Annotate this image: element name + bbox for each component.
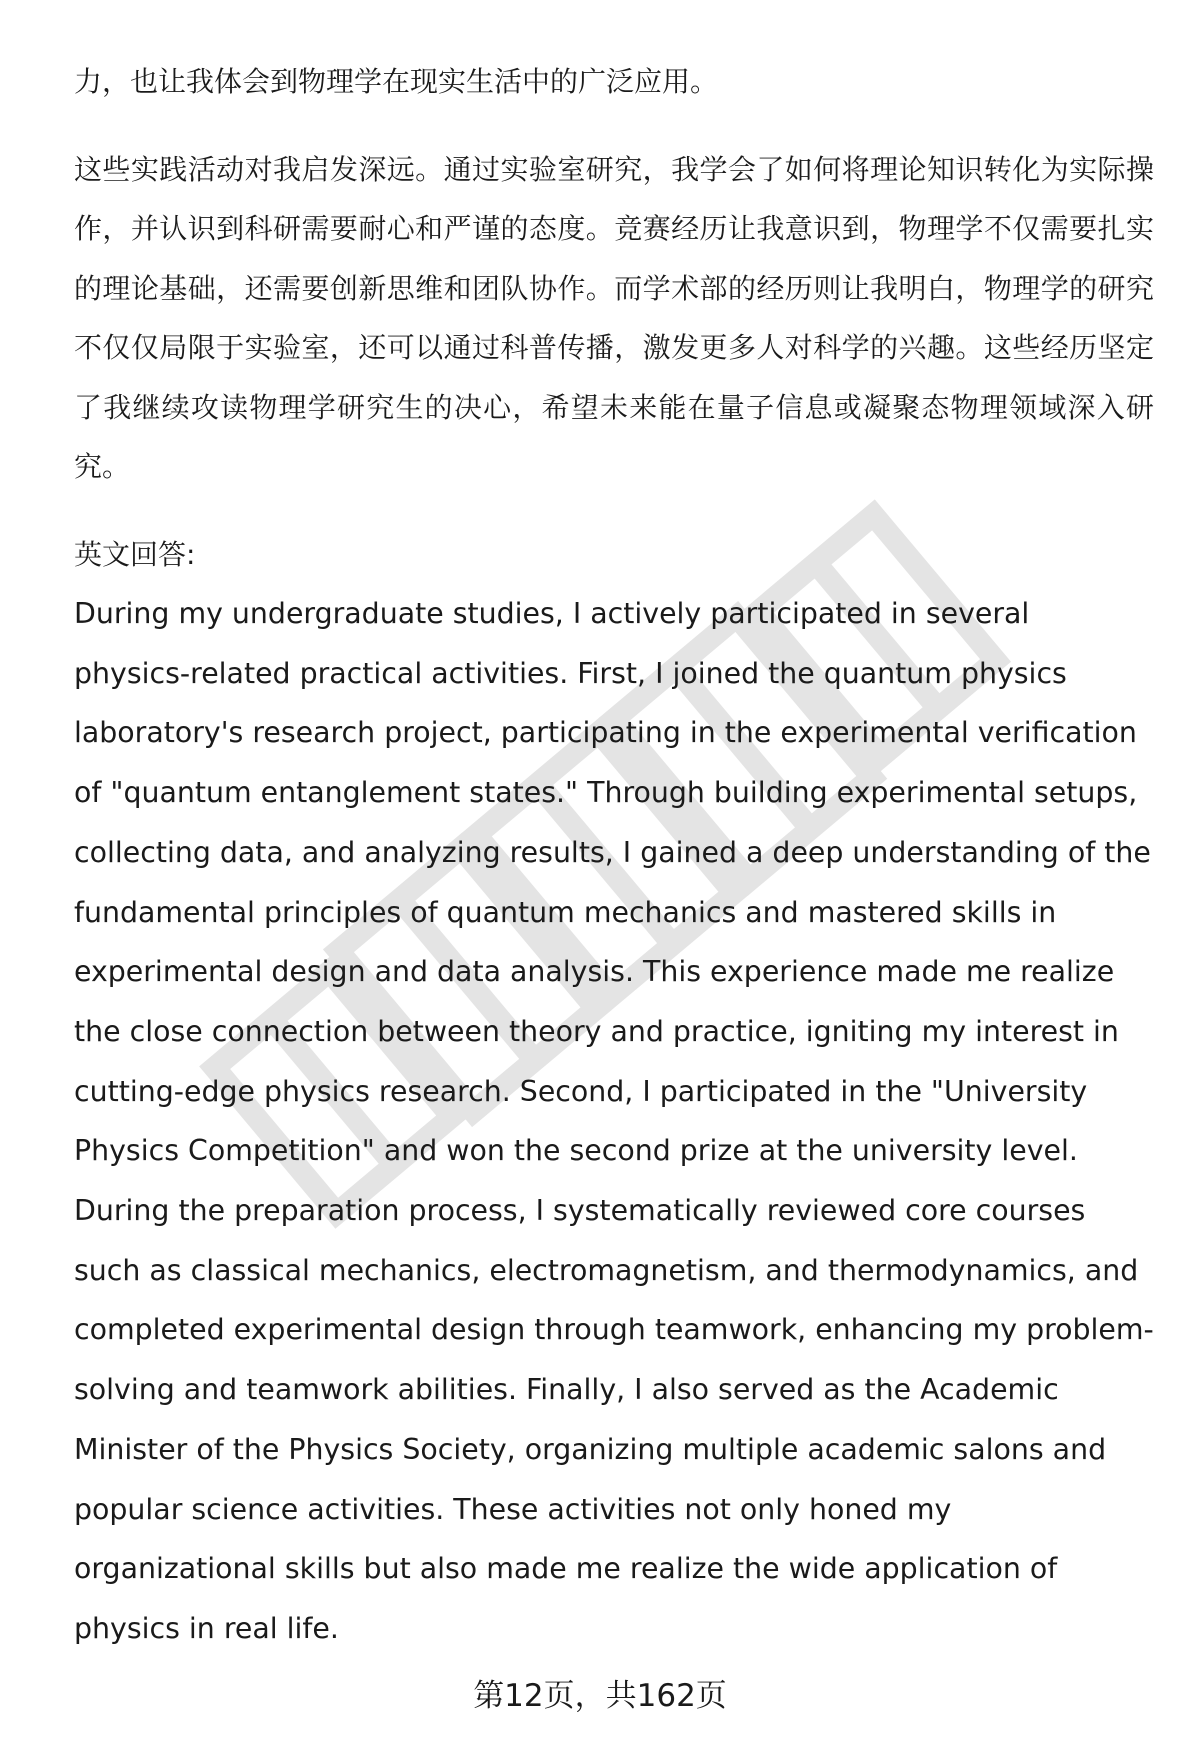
paragraph-cn-continuation: 力，也让我体会到物理学在现实生活中的广泛应用。 <box>74 65 719 98</box>
paragraph-english-answer: During my undergraduate studies, I actively participated in several physics-related practical activities. First, I joined the quantum physics laboratory's research project, participating in the experimental verification of "quantum entanglement states." Through building experimental setups, collecting data, and analyzing results, I gained a deep understanding of the fundamental principles of quantum mechanics and mastered skills in experimental design and data analysis. This experience made me realize the close connection between theory and practice, igniting my interest in cutting-edge physics research. Second, I participated in the "University Physics Competition" and won the second prize at the university level. During the preparation process, I systematically reviewed core courses such as classical mechanics, electromagnetism, and thermodynamics, and completed experimental design through teamwork, enhancing my problem-solving and teamwork abilities. Finally, I also served as the Academic Minister of the Physics Society, organizing multiple academic salons and popular science activities. These activities not only honed my organizational skills but also made me realize the wide application of physics in real life. <box>74 597 1154 1645</box>
page-number: 第12页，共162页 <box>473 1678 727 1714</box>
document-body <box>74 52 1154 1659</box>
heading-english-answer: 英文回答: <box>74 537 196 571</box>
paragraph-cn-reflection: 这些实践活动对我启发深远。通过实验室研究，我学会了如何将理论知识转化为实际操作，并认识到科研需要耐心和严谨的态度。竞赛经历让我意识到，物理学不仅需要扎实的理论基础，还需要创新思维和团队协作。而学术部的经历则让我明白，物理学的研究不仅仅局限于实验室，还可以通过科普传播，激发更多人对科学的兴趣。这些经历坚定了我继续攻读物理学研究生的决心，希望未来能在量子信息或凝聚态物理领域深入研究。 <box>74 152 1154 483</box>
